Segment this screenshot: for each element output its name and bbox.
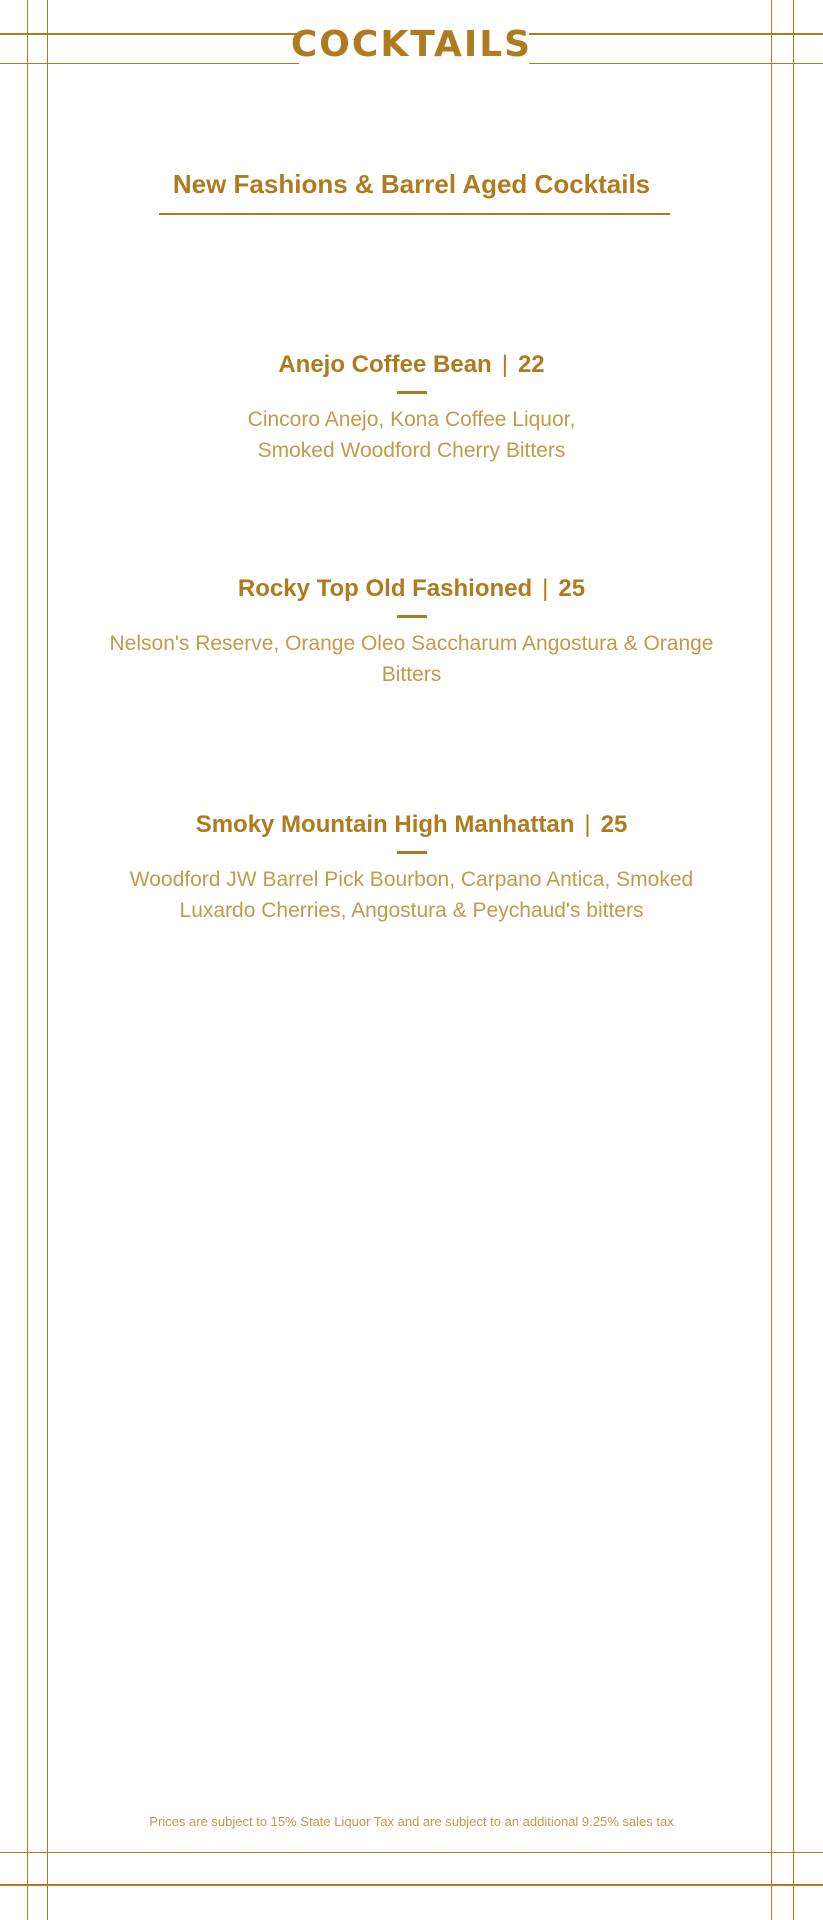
menu-item-price: 25 [558,575,586,602]
frame-line-left-inner [47,0,48,1920]
frame-line-right-outer [793,0,794,1920]
menu-item-divider [397,391,427,394]
menu-item-description-line: Smoked Woodford Cherry Bitters [257,439,566,462]
menu-item-separator: | [542,575,549,602]
menu-item [80,347,743,466]
menu-item-title [80,347,743,383]
menu-item-separator: | [584,811,591,838]
menu-item-price: 25 [600,811,628,838]
menu-item-description-line: Woodford JW Barrel Pick Bourbon, Carpano Antica, Smoked [129,868,694,891]
menu-item-title [80,807,743,843]
menu-item-description-line: Nelson's Reserve, Orange Oleo Saccharum Angostura & Orange [109,632,714,655]
section-underline [159,213,670,215]
menu-item-title [80,571,743,607]
menu-item-divider [397,851,427,854]
frame-line-right-inner [771,0,772,1920]
menu-item-description [80,864,743,926]
menu-item [80,807,743,926]
section-title: New Fashions & Barrel Aged Cocktails [172,169,651,199]
menu-item-name: Rocky Top Old Fashioned [237,575,533,602]
menu-item-description-line: Bitters [381,663,442,686]
frame-line-bottom-1 [0,1852,823,1853]
menu-item-description [80,404,743,466]
menu-item-divider [397,615,427,618]
footer-tax-note: Prices are subject to 15% State Liquor Tax and are subject to an additional 9.25% sales tax [149,1814,674,1829]
menu-item-description-line: Cincoro Anejo, Kona Coffee Liquor, [247,408,576,431]
menu-item-description [80,628,743,690]
menu-item-name: Smoky Mountain High Manhattan [195,811,575,838]
menu-item-price: 22 [517,351,545,378]
menu-item-description-line: Luxardo Cherries, Angostura & Peychaud's bitters [179,899,644,922]
menu-item-name: Anejo Coffee Bean [278,351,492,378]
frame-line-bottom-2 [0,1884,823,1886]
menu-item-separator: | [501,351,508,378]
menu-item [80,571,743,690]
page-title: COCKTAILS [290,24,533,65]
frame-line-left-outer [27,0,28,1920]
